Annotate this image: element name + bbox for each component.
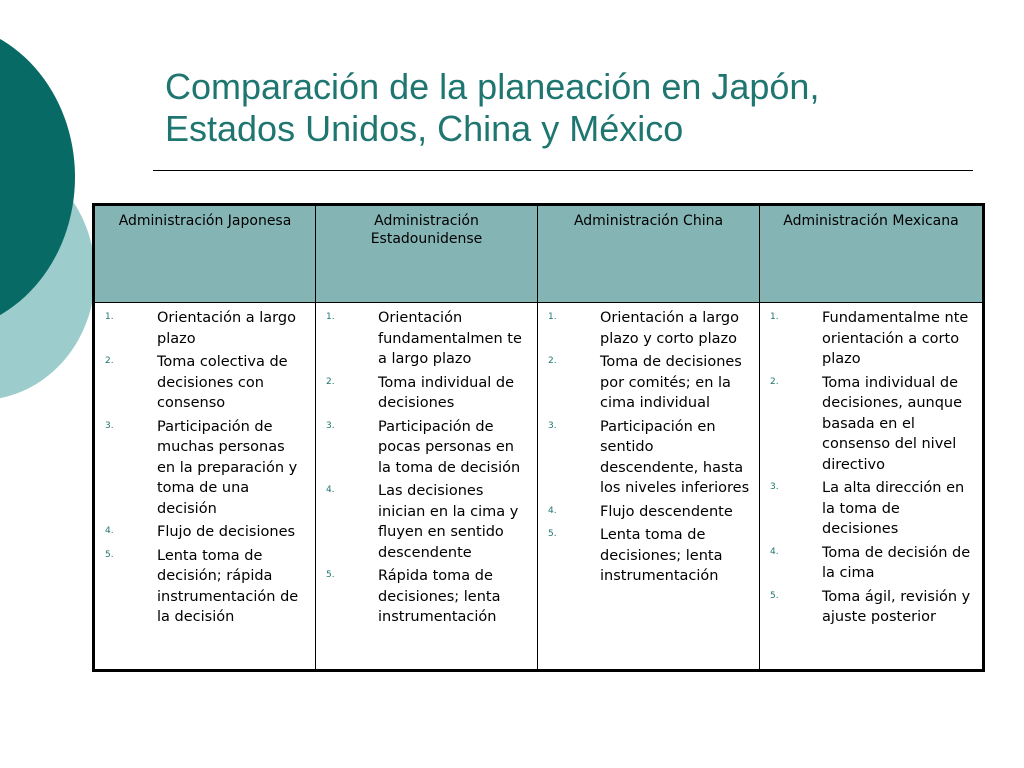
list-item-text: Toma colectiva de decisiones con consenso [157,354,288,411]
list-number: 5. [326,570,335,580]
column-estadounidense [316,303,538,671]
list-item-text: Orientación a largo plazo [157,310,296,347]
list-number: 3. [770,482,779,492]
list-number: 4. [548,505,557,516]
slide-title [165,66,985,150]
list-item [101,352,307,414]
list-item [766,587,974,628]
list-number: 3. [326,420,335,431]
slide-title-line-2: Estados Unidos, China y México [165,108,684,149]
list-number: 5. [548,529,557,539]
list-item-text: Toma de decisión de la cima [822,544,971,581]
list-item-text: Las decisiones inician en la cima y fluyen en sentido descendente [378,483,519,561]
list-estadounidense [322,308,529,628]
list-number: 5. [105,549,114,560]
column-china [538,303,760,671]
list-number: 2. [105,356,114,366]
column-japonesa [94,303,316,671]
list-number: 4. [105,526,114,536]
column-mexicana [760,303,984,671]
list-number: 1. [326,312,335,322]
slide-title-line-1: Comparación de la planeación en Japón, [165,66,820,107]
header-china: Administración China [538,205,760,303]
list-item [101,308,307,349]
list-item-text: Orientación a largo plazo y corto plazo [600,310,739,347]
list-item [101,546,307,628]
list-item [766,478,974,540]
table-header-row [94,205,984,303]
list-item-text: Orientación fundamentalmen te a largo plazo [378,310,522,367]
list-item-text: Participación de muchas personas en la preparación y toma de una decisión [157,418,298,517]
list-item [766,308,974,370]
list-item-text: Toma ágil, revisión y ajuste posterior [822,588,971,625]
list-item-text: Participación en sentido descendente, hasta los niveles inferiores [600,418,750,496]
list-japonesa [101,308,307,628]
list-number: 3. [105,420,114,431]
list-number: 2. [548,356,557,366]
list-item-text: Participación de pocas personas en la toma de decisión [378,418,521,476]
list-number: 1. [105,312,114,322]
list-item [544,352,751,414]
table-body-row [94,303,984,671]
list-item [322,373,529,414]
list-item-text: Toma individual de decisiones, aunque basada en el consenso del nivel directivo [822,374,963,473]
header-mexicana: Administración Mexicana [760,205,984,303]
list-item-text: La alta dirección en la toma de decisiones [822,480,965,537]
list-item [544,502,751,523]
list-mexicana [766,308,974,628]
list-item [322,566,529,628]
list-number: 5. [770,590,779,601]
list-item-text: Toma individual de decisiones [378,374,514,411]
list-item [544,525,751,587]
title-divider [153,170,973,171]
list-number: 4. [326,485,335,495]
list-item-text: Toma de decisiones por comités; en la cima individual [600,354,742,411]
list-number: 2. [770,376,779,387]
list-item [322,481,529,563]
list-number: 4. [770,546,779,557]
list-item [766,543,974,584]
list-item [101,522,307,543]
list-item-text: Lenta toma de decisión; rápida instrumentación de la decisión [157,547,299,625]
list-item [322,308,529,370]
list-item-text: Flujo descendente [600,503,733,520]
header-japonesa: Administración Japonesa [94,205,316,303]
header-estadounidense: Administración Estadounidense [316,205,538,303]
list-number: 2. [326,376,335,387]
list-china [544,308,751,587]
list-number: 1. [770,312,779,322]
list-item-text: Flujo de decisiones [157,524,296,540]
list-item-text: Lenta toma de decisiones; lenta instrumentación [600,527,723,584]
list-number: 1. [548,312,557,322]
list-item [101,417,307,520]
list-number: 3. [548,420,557,431]
list-item [322,417,529,479]
list-item-text: Rápida toma de decisiones; lenta instrumentación [378,568,501,625]
list-item [544,417,751,499]
list-item [766,373,974,476]
list-item-text: Fundamentalme nte orientación a corto plazo [822,310,969,367]
list-item [544,308,751,349]
comparison-table [92,203,985,672]
